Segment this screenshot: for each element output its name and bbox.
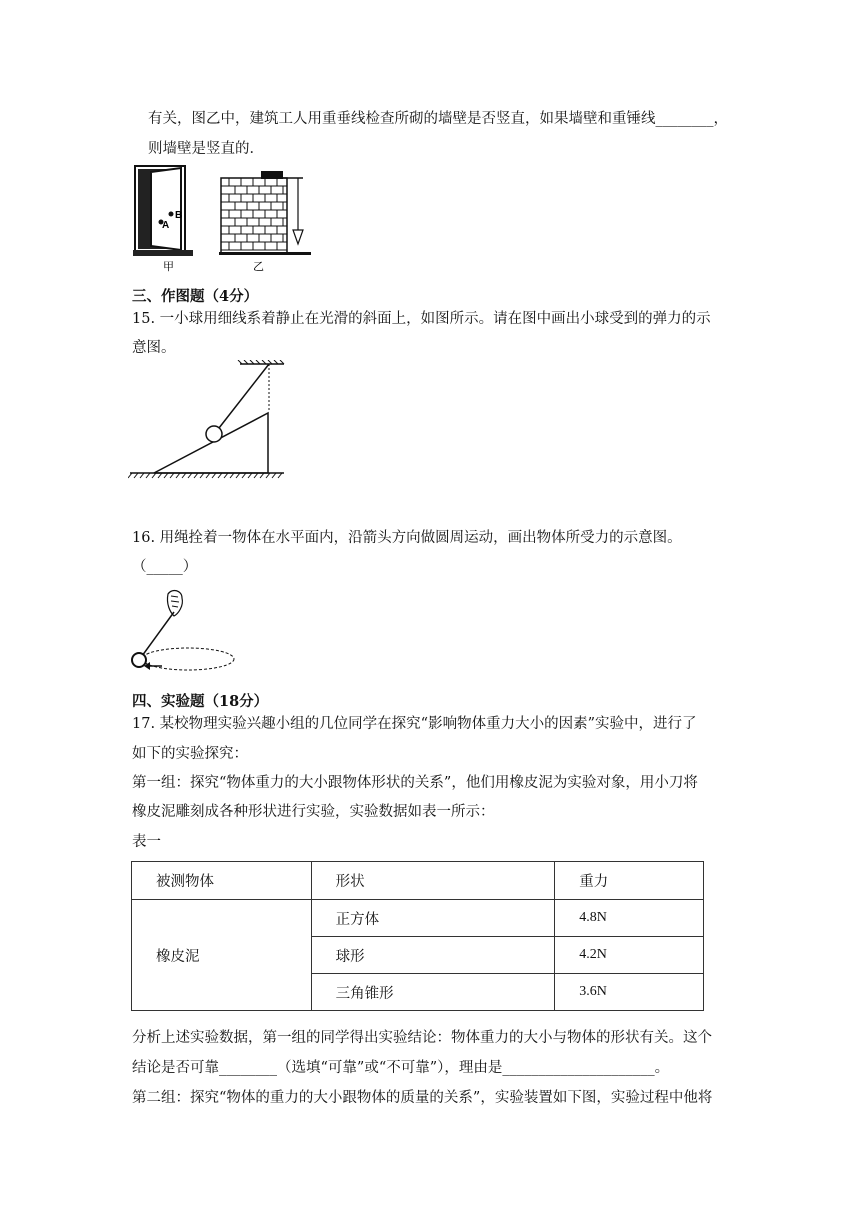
group1-text-cont: 橡皮泥雕刻成各种形状进行实验，实验数据如表一所示： <box>132 804 495 820</box>
answer-blank: （_____） <box>132 559 198 575</box>
table-row <box>132 900 704 937</box>
table-cell-weight: 4.8N <box>555 900 704 937</box>
hand-icon <box>167 591 182 616</box>
data-table <box>131 861 704 1011</box>
section-heading: 三、作图题（4分） <box>132 288 259 305</box>
table-header: 被测物体 <box>132 862 312 900</box>
label-a: A <box>162 220 170 231</box>
analysis-text: 分析上述实验数据，第一组的同学得出实验结论：物体重力的大小与物体的形状有关。这个 <box>132 1030 712 1046</box>
circular-motion-figure <box>128 584 238 678</box>
question-15-text-cont: 意图。 <box>132 340 176 356</box>
analysis-text-cont: 结论是否可靠________（选填“可靠”或“不可靠”），理由是_____________________。 <box>132 1060 670 1076</box>
text-line: 则墙壁是竖直的． <box>148 141 264 157</box>
table-cell-weight: 3.6N <box>555 974 704 1011</box>
label-jia: 甲 <box>163 260 174 273</box>
group1-text: 第一组：探究“物体重力的大小跟物体形状的关系”，他们用橡皮泥为实验对象，用小刀将 <box>132 775 698 791</box>
door-wall-figure <box>133 162 317 274</box>
ball <box>206 426 222 442</box>
question-17-text: 17. 某校物理实验兴趣小组的几位同学在探究“影响物体重力大小的因素”实验中，进行了 <box>132 716 697 732</box>
object-ball <box>132 653 146 667</box>
table-header: 重力 <box>555 862 704 900</box>
table-caption: 表一 <box>132 834 161 850</box>
question-16-text: 16. 用绳拴着一物体在水平面内，沿箭头方向做圆周运动，画出物体所受力的示意图。 <box>132 530 682 546</box>
table-cell-shape: 球形 <box>311 937 555 974</box>
point-b-dot <box>169 212 174 217</box>
group2-text: 第二组：探究“物体的重力的大小跟物体的质量的关系”，实验装置如下图，实验过程中他将 <box>132 1090 713 1106</box>
wall-drawing <box>219 171 311 273</box>
door-drawing <box>133 166 193 273</box>
label-yi: 乙 <box>253 260 264 273</box>
table-header: 形状 <box>311 862 555 900</box>
question-17-text-cont: 如下的实验探究： <box>132 746 248 762</box>
table-cell-object: 橡皮泥 <box>132 900 312 1011</box>
section-heading: 四、实验题（18分） <box>132 693 269 710</box>
table-cell-weight: 4.2N <box>555 937 704 974</box>
table-cell-shape: 正方体 <box>311 900 555 937</box>
text-line: 有关，图乙中，建筑工人用重垂线检查所砌的墙壁是否竖直，如果墙壁和重锤线________， <box>148 111 728 127</box>
table-cell-shape: 三角锥形 <box>311 974 555 1011</box>
label-b: B <box>175 210 183 221</box>
question-15-text: 15. 一小球用细线系着静止在光滑的斜面上，如图所示。请在图中画出小球受到的弹力的示 <box>132 311 711 327</box>
table-header-row <box>132 862 704 900</box>
incline-ball-figure <box>128 360 288 485</box>
